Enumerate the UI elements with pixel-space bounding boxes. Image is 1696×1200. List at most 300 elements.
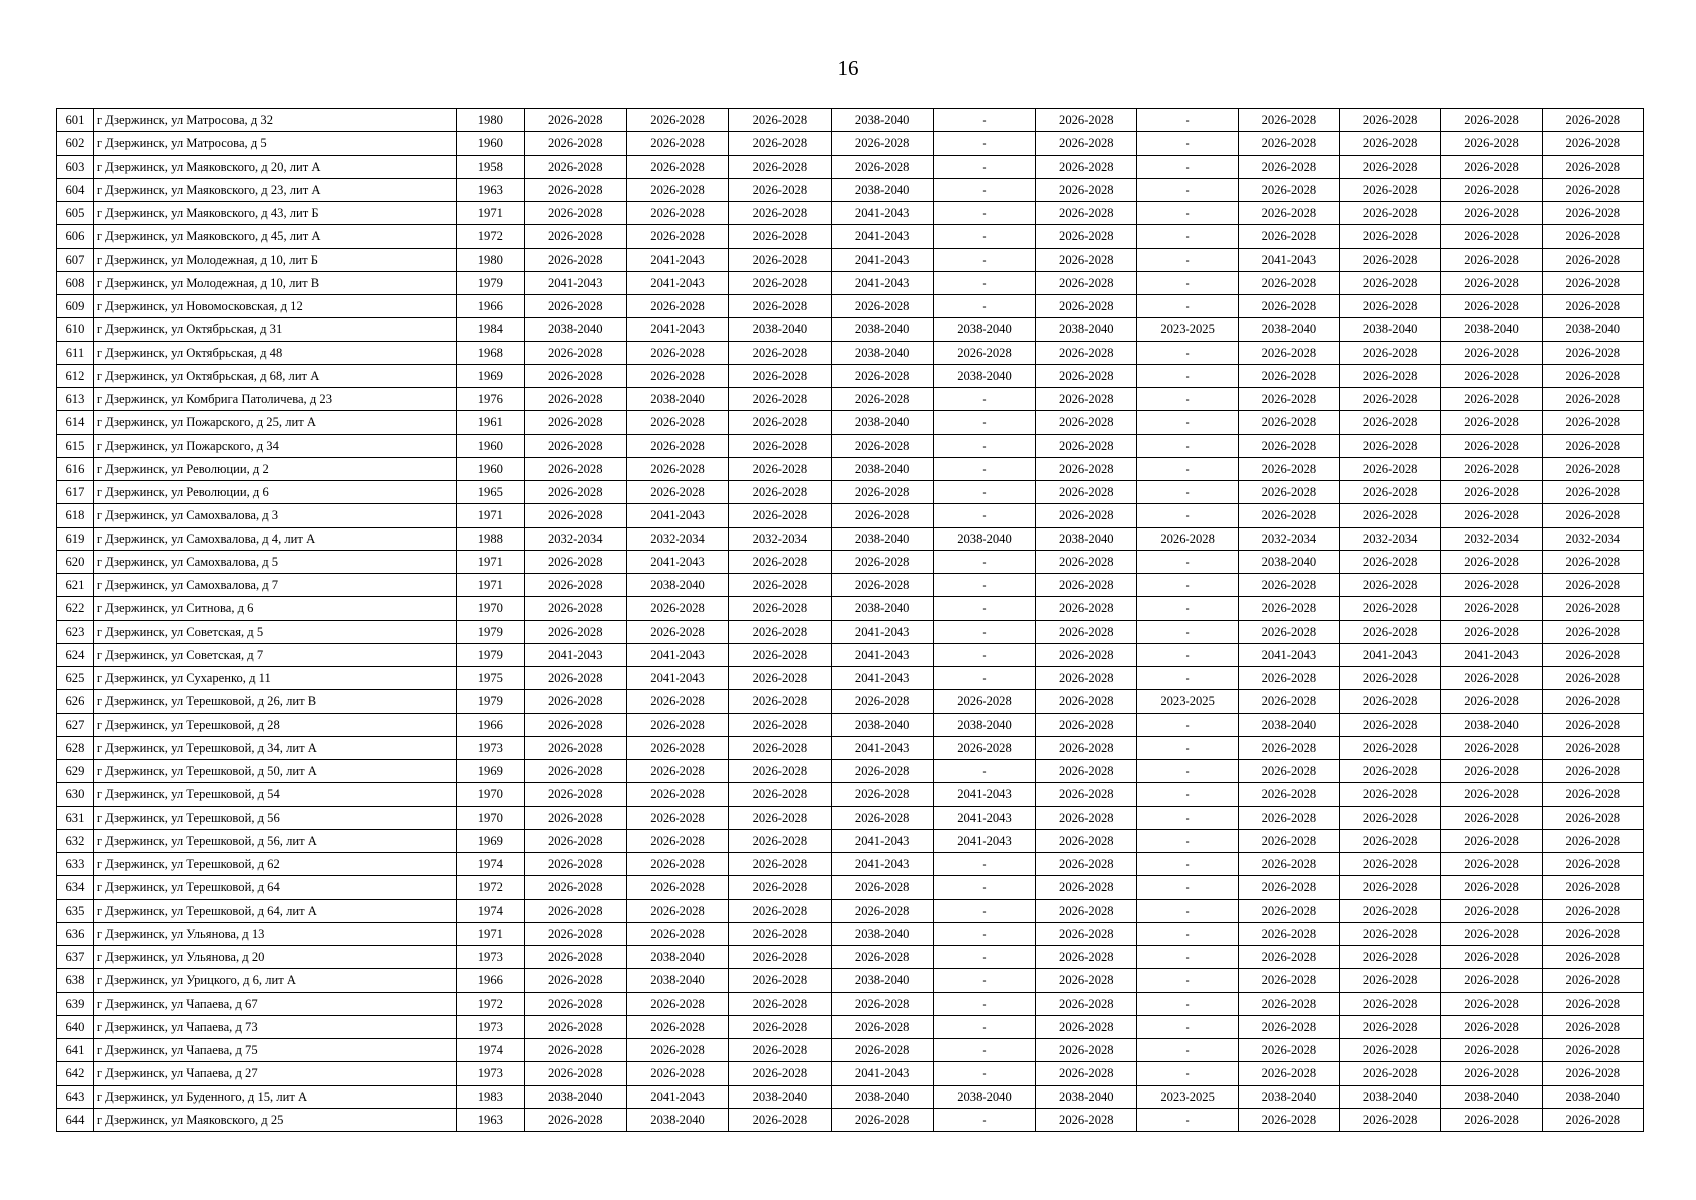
- period-cell: 2026-2028: [1036, 132, 1137, 155]
- table-row: [57, 574, 1644, 597]
- period-cell: 2026-2028: [831, 364, 933, 387]
- period-cell: 2026-2028: [1441, 736, 1542, 759]
- period-cell: 2026-2028: [524, 899, 626, 922]
- period-cell: 2026-2028: [1340, 1015, 1441, 1038]
- table-row: [57, 225, 1644, 248]
- period-cell: -: [1137, 202, 1238, 225]
- period-cell: 2026-2028: [1036, 922, 1137, 945]
- period-cell: 2026-2028: [831, 481, 933, 504]
- year-built-cell: 1980: [457, 109, 525, 132]
- address-cell: г Дзержинск, ул Самохвалова, д 7: [93, 574, 456, 597]
- period-cell: 2026-2028: [1238, 574, 1339, 597]
- period-cell: 2026-2028: [626, 899, 728, 922]
- period-cell: -: [1137, 504, 1238, 527]
- period-cell: 2026-2028: [524, 434, 626, 457]
- address-cell: г Дзержинск, ул Чапаева, д 75: [93, 1039, 456, 1062]
- period-cell: 2041-2043: [831, 853, 933, 876]
- period-cell: 2026-2028: [1542, 1039, 1643, 1062]
- period-cell: -: [1137, 1108, 1238, 1131]
- period-cell: -: [1137, 1062, 1238, 1085]
- year-built-cell: 1974: [457, 853, 525, 876]
- period-cell: 2041-2043: [626, 550, 728, 573]
- period-cell: 2026-2028: [1036, 574, 1137, 597]
- row-number-cell: 623: [57, 620, 94, 643]
- row-number-cell: 632: [57, 829, 94, 852]
- period-cell: 2026-2028: [524, 876, 626, 899]
- period-cell: -: [933, 969, 1035, 992]
- period-cell: 2026-2028: [831, 132, 933, 155]
- period-cell: 2026-2028: [1542, 760, 1643, 783]
- period-cell: 2026-2028: [1542, 132, 1643, 155]
- period-cell: 2041-2043: [831, 643, 933, 666]
- period-cell: 2026-2028: [524, 829, 626, 852]
- period-cell: 2026-2028: [729, 341, 831, 364]
- year-built-cell: 1971: [457, 504, 525, 527]
- period-cell: 2026-2028: [1542, 341, 1643, 364]
- period-cell: 2026-2028: [1340, 736, 1441, 759]
- period-cell: 2041-2043: [831, 1062, 933, 1085]
- period-cell: 2023-2025: [1137, 318, 1238, 341]
- period-cell: 2026-2028: [1542, 457, 1643, 480]
- period-cell: 2026-2028: [1441, 388, 1542, 411]
- period-cell: 2026-2028: [1340, 178, 1441, 201]
- address-cell: г Дзержинск, ул Терешковой, д 34, лит А: [93, 736, 456, 759]
- address-cell: г Дзержинск, ул Октябрьская, д 31: [93, 318, 456, 341]
- period-cell: 2041-2043: [626, 643, 728, 666]
- period-cell: -: [1137, 481, 1238, 504]
- period-cell: 2026-2028: [1542, 550, 1643, 573]
- period-cell: -: [933, 434, 1035, 457]
- period-cell: 2041-2043: [1441, 643, 1542, 666]
- period-cell: 2026-2028: [524, 1062, 626, 1085]
- period-cell: 2038-2040: [831, 178, 933, 201]
- address-cell: г Дзержинск, ул Чапаева, д 67: [93, 992, 456, 1015]
- period-cell: 2026-2028: [1238, 690, 1339, 713]
- period-cell: 2026-2028: [729, 388, 831, 411]
- period-cell: 2026-2028: [1036, 178, 1137, 201]
- period-cell: 2026-2028: [524, 736, 626, 759]
- period-cell: 2026-2028: [1036, 271, 1137, 294]
- period-cell: -: [1137, 736, 1238, 759]
- period-cell: 2026-2028: [729, 109, 831, 132]
- period-cell: 2026-2028: [524, 922, 626, 945]
- year-built-cell: 1971: [457, 202, 525, 225]
- period-cell: 2026-2028: [729, 295, 831, 318]
- year-built-cell: 1979: [457, 690, 525, 713]
- address-cell: г Дзержинск, ул Терешковой, д 50, лит А: [93, 760, 456, 783]
- period-cell: 2026-2028: [524, 806, 626, 829]
- period-cell: 2026-2028: [524, 155, 626, 178]
- period-cell: -: [1137, 643, 1238, 666]
- table-row: [57, 853, 1644, 876]
- period-cell: 2026-2028: [729, 992, 831, 1015]
- period-cell: 2026-2028: [1036, 736, 1137, 759]
- table-row: [57, 783, 1644, 806]
- address-cell: г Дзержинск, ул Самохвалова, д 4, лит А: [93, 527, 456, 550]
- period-cell: 2032-2034: [524, 527, 626, 550]
- period-cell: 2026-2028: [1441, 248, 1542, 271]
- period-cell: 2026-2028: [1340, 597, 1441, 620]
- period-cell: 2038-2040: [831, 1085, 933, 1108]
- year-built-cell: 1984: [457, 318, 525, 341]
- period-cell: 2026-2028: [729, 1039, 831, 1062]
- row-number-cell: 616: [57, 457, 94, 480]
- period-cell: 2026-2028: [524, 341, 626, 364]
- table-row: [57, 411, 1644, 434]
- period-cell: 2026-2028: [1340, 109, 1441, 132]
- period-cell: 2026-2028: [524, 969, 626, 992]
- row-number-cell: 604: [57, 178, 94, 201]
- table-row: [57, 341, 1644, 364]
- year-built-cell: 1969: [457, 364, 525, 387]
- table-row: [57, 1062, 1644, 1085]
- period-cell: 2041-2043: [933, 806, 1035, 829]
- period-cell: 2041-2043: [524, 271, 626, 294]
- period-cell: 2041-2043: [626, 318, 728, 341]
- period-cell: 2026-2028: [1542, 876, 1643, 899]
- period-cell: 2023-2025: [1137, 690, 1238, 713]
- period-cell: 2038-2040: [1238, 713, 1339, 736]
- period-cell: 2026-2028: [524, 132, 626, 155]
- period-cell: 2026-2028: [1542, 806, 1643, 829]
- period-cell: 2026-2028: [626, 713, 728, 736]
- period-cell: 2026-2028: [1036, 341, 1137, 364]
- period-cell: 2026-2028: [626, 178, 728, 201]
- period-cell: 2026-2028: [1441, 574, 1542, 597]
- period-cell: -: [1137, 574, 1238, 597]
- period-cell: 2026-2028: [1542, 364, 1643, 387]
- period-cell: 2026-2028: [1036, 434, 1137, 457]
- period-cell: -: [1137, 178, 1238, 201]
- period-cell: 2026-2028: [524, 457, 626, 480]
- period-cell: -: [933, 248, 1035, 271]
- period-cell: 2026-2028: [626, 922, 728, 945]
- period-cell: -: [933, 597, 1035, 620]
- period-cell: 2026-2028: [1340, 876, 1441, 899]
- period-cell: -: [933, 109, 1035, 132]
- period-cell: -: [1137, 760, 1238, 783]
- year-built-cell: 1979: [457, 620, 525, 643]
- address-cell: г Дзержинск, ул Пожарского, д 34: [93, 434, 456, 457]
- table-row: [57, 504, 1644, 527]
- period-cell: 2026-2028: [1036, 504, 1137, 527]
- period-cell: 2026-2028: [1340, 411, 1441, 434]
- row-number-cell: 627: [57, 713, 94, 736]
- period-cell: -: [1137, 969, 1238, 992]
- period-cell: 2026-2028: [1036, 109, 1137, 132]
- period-cell: -: [1137, 1015, 1238, 1038]
- period-cell: 2038-2040: [729, 1085, 831, 1108]
- period-cell: 2026-2028: [729, 806, 831, 829]
- year-built-cell: 1975: [457, 667, 525, 690]
- period-cell: 2026-2028: [1542, 620, 1643, 643]
- period-cell: 2026-2028: [1238, 155, 1339, 178]
- period-cell: 2026-2028: [1036, 550, 1137, 573]
- year-built-cell: 1963: [457, 1108, 525, 1131]
- period-cell: 2026-2028: [729, 411, 831, 434]
- address-cell: г Дзержинск, ул Молодежная, д 10, лит В: [93, 271, 456, 294]
- address-cell: г Дзержинск, ул Терешковой, д 54: [93, 783, 456, 806]
- period-cell: 2026-2028: [1238, 225, 1339, 248]
- period-cell: 2038-2040: [831, 318, 933, 341]
- address-cell: г Дзержинск, ул Матросова, д 5: [93, 132, 456, 155]
- period-cell: -: [933, 132, 1035, 155]
- period-cell: -: [933, 457, 1035, 480]
- period-cell: 2038-2040: [524, 318, 626, 341]
- period-cell: 2026-2028: [1036, 457, 1137, 480]
- period-cell: 2026-2028: [933, 690, 1035, 713]
- period-cell: 2026-2028: [1340, 829, 1441, 852]
- period-cell: 2026-2028: [831, 295, 933, 318]
- period-cell: 2026-2028: [1542, 690, 1643, 713]
- address-cell: г Дзержинск, ул Революции, д 6: [93, 481, 456, 504]
- address-cell: г Дзержинск, ул Терешковой, д 62: [93, 853, 456, 876]
- year-built-cell: 1973: [457, 736, 525, 759]
- period-cell: 2026-2028: [1036, 667, 1137, 690]
- period-cell: 2026-2028: [626, 760, 728, 783]
- period-cell: -: [933, 620, 1035, 643]
- table-row: [57, 876, 1644, 899]
- period-cell: -: [1137, 783, 1238, 806]
- period-cell: 2026-2028: [1238, 202, 1339, 225]
- period-cell: 2026-2028: [1238, 504, 1339, 527]
- period-cell: 2026-2028: [1238, 899, 1339, 922]
- period-cell: 2026-2028: [524, 713, 626, 736]
- period-cell: 2026-2028: [1036, 969, 1137, 992]
- address-cell: г Дзержинск, ул Маяковского, д 43, лит Б: [93, 202, 456, 225]
- period-cell: 2026-2028: [1441, 597, 1542, 620]
- period-cell: 2026-2028: [1036, 202, 1137, 225]
- period-cell: 2026-2028: [1036, 248, 1137, 271]
- address-cell: г Дзержинск, ул Ситнова, д 6: [93, 597, 456, 620]
- period-cell: -: [1137, 295, 1238, 318]
- table-body: [57, 109, 1644, 1132]
- period-cell: 2026-2028: [729, 876, 831, 899]
- period-cell: -: [1137, 434, 1238, 457]
- period-cell: 2026-2028: [1340, 457, 1441, 480]
- period-cell: 2041-2043: [1340, 643, 1441, 666]
- address-cell: г Дзержинск, ул Комбрига Патоличева, д 23: [93, 388, 456, 411]
- table-row: [57, 271, 1644, 294]
- period-cell: 2026-2028: [1238, 341, 1339, 364]
- period-cell: -: [1137, 341, 1238, 364]
- period-cell: 2038-2040: [831, 527, 933, 550]
- period-cell: 2026-2028: [1441, 620, 1542, 643]
- period-cell: 2038-2040: [933, 364, 1035, 387]
- period-cell: 2026-2028: [1441, 829, 1542, 852]
- address-cell: г Дзержинск, ул Урицкого, д 6, лит А: [93, 969, 456, 992]
- period-cell: 2026-2028: [626, 783, 728, 806]
- period-cell: 2026-2028: [524, 1015, 626, 1038]
- period-cell: 2026-2028: [1340, 364, 1441, 387]
- period-cell: 2026-2028: [1340, 550, 1441, 573]
- period-cell: 2026-2028: [524, 992, 626, 1015]
- period-cell: -: [1137, 597, 1238, 620]
- period-cell: 2026-2028: [1441, 969, 1542, 992]
- period-cell: 2026-2028: [1238, 1108, 1339, 1131]
- period-cell: 2026-2028: [1441, 109, 1542, 132]
- period-cell: 2026-2028: [729, 271, 831, 294]
- period-cell: 2038-2040: [1238, 1085, 1339, 1108]
- period-cell: 2026-2028: [626, 225, 728, 248]
- row-number-cell: 618: [57, 504, 94, 527]
- period-cell: 2026-2028: [1036, 481, 1137, 504]
- address-cell: г Дзержинск, ул Советская, д 5: [93, 620, 456, 643]
- row-number-cell: 644: [57, 1108, 94, 1131]
- address-cell: г Дзержинск, ул Чапаева, д 73: [93, 1015, 456, 1038]
- address-cell: г Дзержинск, ул Революции, д 2: [93, 457, 456, 480]
- row-number-cell: 614: [57, 411, 94, 434]
- row-number-cell: 642: [57, 1062, 94, 1085]
- table-row: [57, 527, 1644, 550]
- period-cell: 2038-2040: [1441, 1085, 1542, 1108]
- address-cell: г Дзержинск, ул Терешковой, д 26, лит В: [93, 690, 456, 713]
- year-built-cell: 1979: [457, 643, 525, 666]
- table-row: [57, 318, 1644, 341]
- row-number-cell: 624: [57, 643, 94, 666]
- period-cell: 2026-2028: [626, 1062, 728, 1085]
- period-cell: 2026-2028: [1340, 667, 1441, 690]
- period-cell: 2026-2028: [1036, 295, 1137, 318]
- period-cell: -: [1137, 271, 1238, 294]
- period-cell: 2026-2028: [1340, 1062, 1441, 1085]
- year-built-cell: 1970: [457, 806, 525, 829]
- period-cell: 2026-2028: [831, 155, 933, 178]
- period-cell: 2026-2028: [1542, 434, 1643, 457]
- period-cell: 2026-2028: [524, 690, 626, 713]
- period-cell: 2026-2028: [1441, 132, 1542, 155]
- period-cell: 2038-2040: [831, 411, 933, 434]
- year-built-cell: 1970: [457, 597, 525, 620]
- period-cell: 2026-2028: [1542, 643, 1643, 666]
- period-cell: 2026-2028: [1036, 992, 1137, 1015]
- period-cell: -: [1137, 457, 1238, 480]
- period-cell: 2041-2043: [626, 504, 728, 527]
- period-cell: 2026-2028: [1340, 132, 1441, 155]
- period-cell: 2026-2028: [1036, 760, 1137, 783]
- period-cell: 2026-2028: [729, 1108, 831, 1131]
- period-cell: 2032-2034: [1542, 527, 1643, 550]
- address-cell: г Дзержинск, ул Октябрьская, д 68, лит А: [93, 364, 456, 387]
- year-built-cell: 1974: [457, 1039, 525, 1062]
- period-cell: 2026-2028: [933, 736, 1035, 759]
- period-cell: 2026-2028: [1238, 457, 1339, 480]
- period-cell: -: [933, 667, 1035, 690]
- period-cell: 2026-2028: [1340, 760, 1441, 783]
- table-row: [57, 457, 1644, 480]
- period-cell: 2026-2028: [1542, 248, 1643, 271]
- period-cell: -: [933, 295, 1035, 318]
- period-cell: 2026-2028: [1340, 690, 1441, 713]
- period-cell: 2026-2028: [1340, 155, 1441, 178]
- table-row: [57, 178, 1644, 201]
- period-cell: 2026-2028: [1441, 1062, 1542, 1085]
- table-row: [57, 132, 1644, 155]
- address-cell: г Дзержинск, ул Маяковского, д 45, лит А: [93, 225, 456, 248]
- table-row: [57, 364, 1644, 387]
- period-cell: 2026-2028: [1542, 946, 1643, 969]
- period-cell: 2026-2028: [1238, 760, 1339, 783]
- row-number-cell: 625: [57, 667, 94, 690]
- period-cell: -: [1137, 876, 1238, 899]
- period-cell: 2026-2028: [1340, 992, 1441, 1015]
- period-cell: 2026-2028: [1036, 783, 1137, 806]
- address-cell: г Дзержинск, ул Чапаева, д 27: [93, 1062, 456, 1085]
- year-built-cell: 1968: [457, 341, 525, 364]
- period-cell: 2026-2028: [524, 574, 626, 597]
- period-cell: 2026-2028: [1036, 225, 1137, 248]
- period-cell: -: [933, 388, 1035, 411]
- period-cell: 2026-2028: [1441, 690, 1542, 713]
- year-built-cell: 1973: [457, 946, 525, 969]
- period-cell: 2026-2028: [1441, 1015, 1542, 1038]
- period-cell: 2026-2028: [933, 341, 1035, 364]
- period-cell: 2026-2028: [524, 178, 626, 201]
- period-cell: 2026-2028: [524, 597, 626, 620]
- period-cell: 2026-2028: [1441, 434, 1542, 457]
- period-cell: 2026-2028: [524, 388, 626, 411]
- period-cell: 2038-2040: [1542, 318, 1643, 341]
- period-cell: 2026-2028: [831, 388, 933, 411]
- period-cell: 2026-2028: [1340, 1108, 1441, 1131]
- period-cell: 2041-2043: [831, 271, 933, 294]
- row-number-cell: 628: [57, 736, 94, 759]
- period-cell: 2041-2043: [831, 829, 933, 852]
- period-cell: 2026-2028: [729, 853, 831, 876]
- period-cell: 2026-2028: [729, 550, 831, 573]
- year-built-cell: 1960: [457, 434, 525, 457]
- period-cell: 2041-2043: [831, 202, 933, 225]
- period-cell: 2041-2043: [626, 248, 728, 271]
- period-cell: 2026-2028: [1441, 876, 1542, 899]
- year-built-cell: 1971: [457, 574, 525, 597]
- period-cell: 2038-2040: [1542, 1085, 1643, 1108]
- table-row: [57, 388, 1644, 411]
- period-cell: 2026-2028: [729, 620, 831, 643]
- period-cell: 2026-2028: [1441, 271, 1542, 294]
- period-cell: 2026-2028: [1441, 899, 1542, 922]
- period-cell: 2026-2028: [1542, 992, 1643, 1015]
- year-built-cell: 1963: [457, 178, 525, 201]
- address-cell: г Дзержинск, ул Терешковой, д 64: [93, 876, 456, 899]
- row-number-cell: 631: [57, 806, 94, 829]
- period-cell: 2026-2028: [1542, 899, 1643, 922]
- period-cell: 2026-2028: [729, 155, 831, 178]
- period-cell: 2026-2028: [831, 1039, 933, 1062]
- period-cell: -: [1137, 992, 1238, 1015]
- period-cell: 2026-2028: [1238, 620, 1339, 643]
- row-number-cell: 611: [57, 341, 94, 364]
- period-cell: 2026-2028: [1238, 271, 1339, 294]
- period-cell: 2026-2028: [626, 341, 728, 364]
- row-number-cell: 639: [57, 992, 94, 1015]
- period-cell: 2026-2028: [729, 946, 831, 969]
- period-cell: 2026-2028: [1036, 388, 1137, 411]
- address-cell: г Дзержинск, ул Сухаренко, д 11: [93, 667, 456, 690]
- address-cell: г Дзержинск, ул Маяковского, д 23, лит А: [93, 178, 456, 201]
- period-cell: 2026-2028: [729, 504, 831, 527]
- period-cell: 2026-2028: [1238, 876, 1339, 899]
- period-cell: 2026-2028: [1340, 922, 1441, 945]
- period-cell: 2026-2028: [1238, 434, 1339, 457]
- period-cell: -: [933, 1039, 1035, 1062]
- period-cell: 2026-2028: [1238, 736, 1339, 759]
- year-built-cell: 1958: [457, 155, 525, 178]
- period-cell: 2026-2028: [1441, 155, 1542, 178]
- period-cell: -: [933, 1062, 1035, 1085]
- period-cell: 2038-2040: [831, 341, 933, 364]
- table-row: [57, 899, 1644, 922]
